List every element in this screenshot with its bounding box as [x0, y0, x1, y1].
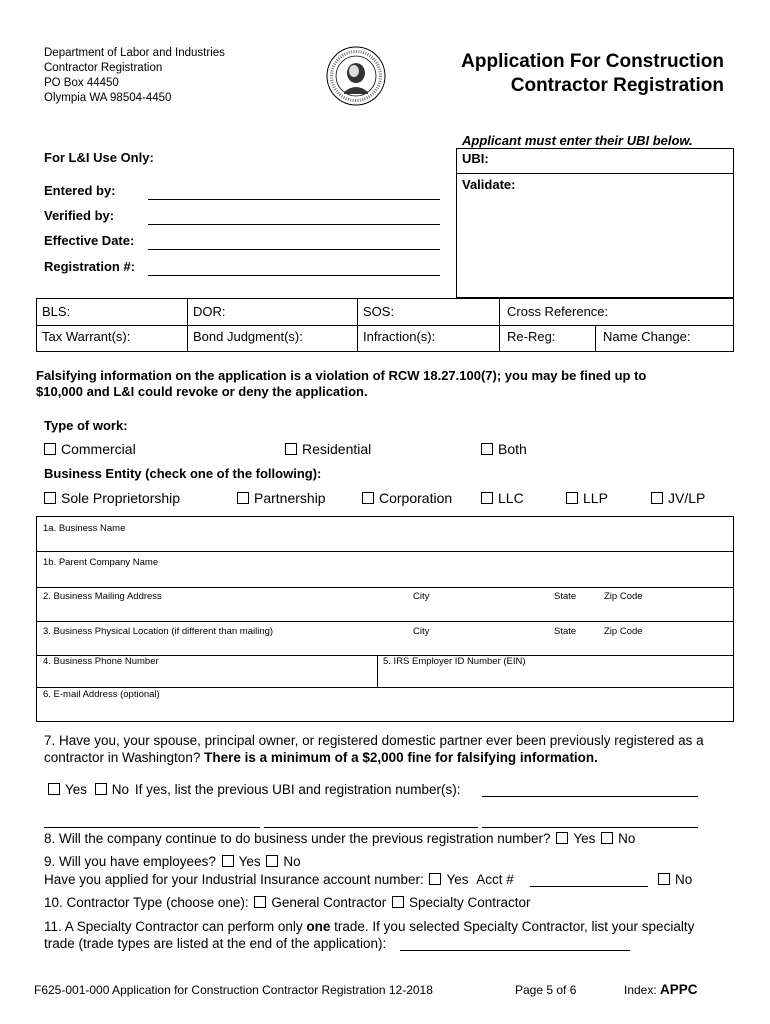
question-7-line1: 7. Have you, your spouse, principal owner, or registered domestic partner ever been previously registered as a	[44, 733, 704, 748]
title-line: Contractor Registration	[510, 75, 724, 96]
physical-zip-field[interactable]: Zip Code	[604, 626, 643, 637]
q9b-no-label: No	[675, 872, 693, 887]
q8-no-label: No	[618, 831, 636, 846]
q9-yes-checkbox[interactable]	[222, 855, 234, 867]
business-info-table	[36, 516, 734, 722]
commercial-option[interactable]	[44, 441, 136, 457]
q8-yes-checkbox[interactable]	[556, 832, 568, 844]
falsifying-warning	[36, 368, 646, 400]
ubi-box	[456, 148, 734, 298]
page-number: Page 5 of 6	[515, 983, 577, 997]
question-9	[44, 854, 301, 869]
q9-no-checkbox[interactable]	[266, 855, 278, 867]
option-label: Corporation	[379, 490, 453, 506]
question-7-answers	[48, 782, 460, 797]
checkbox[interactable]	[44, 443, 56, 455]
q7-fine-warning: There is a minimum of a $2,000 fine for falsifying information.	[204, 750, 598, 765]
address-line: Department of Labor and Industries	[44, 47, 225, 59]
page-title	[461, 50, 724, 98]
effective-date-line[interactable]	[148, 249, 440, 250]
reference-grid	[36, 298, 734, 352]
tax-warrant-label: Tax Warrant(s):	[42, 329, 131, 344]
checkbox[interactable]	[651, 492, 663, 504]
option-label: LLC	[498, 490, 524, 506]
corporation-option[interactable]	[362, 490, 452, 506]
q11-one: one	[306, 919, 331, 934]
state-seal-icon	[326, 46, 386, 106]
bond-judgment-label: Bond Judgment(s):	[193, 329, 303, 344]
effective-date-label: Effective Date:	[44, 233, 135, 248]
option-label: JV/LP	[668, 490, 706, 506]
type-of-work-label: Type of work:	[44, 418, 128, 433]
q9b-no-checkbox[interactable]	[658, 873, 670, 885]
q10-text: 10. Contractor Type (choose one):	[44, 895, 249, 910]
q7-registration-line-1[interactable]	[44, 827, 260, 828]
business-entity-label: Business Entity (check one of the following):	[44, 466, 322, 481]
checkbox[interactable]	[285, 443, 297, 455]
phone-field[interactable]: 4. Business Phone Number	[43, 656, 159, 667]
dor-label: DOR:	[193, 304, 226, 319]
llc-option[interactable]	[481, 490, 524, 506]
q9-yes-label: Yes	[238, 854, 261, 869]
q9b-yes-checkbox[interactable]	[429, 873, 441, 885]
acct-number-line[interactable]	[530, 886, 648, 887]
jv-lp-option[interactable]	[651, 490, 705, 506]
residential-option[interactable]	[285, 441, 371, 457]
acct-label: Acct #	[476, 872, 514, 887]
parent-company-field[interactable]: 1b. Parent Company Name	[43, 557, 159, 568]
ein-field[interactable]: 5. IRS Employer ID Number (EIN)	[383, 656, 526, 667]
q11-text-a: 11. A Specialty Contractor can perform only	[44, 919, 307, 934]
q8-no-checkbox[interactable]	[601, 832, 613, 844]
agency-address	[44, 46, 225, 106]
llp-option[interactable]	[566, 490, 608, 506]
q7-registration-line-3[interactable]	[482, 827, 698, 828]
option-label: Partnership	[254, 490, 326, 506]
verified-by-line[interactable]	[148, 224, 440, 225]
q8-yes-label: Yes	[573, 831, 596, 846]
business-name-field[interactable]: 1a. Business Name	[43, 523, 126, 534]
q11-text-b: trade. If you selected Specialty Contractor, list your specialty	[330, 919, 695, 934]
index-value: APPC	[660, 982, 698, 997]
mailing-zip-field[interactable]: Zip Code	[604, 591, 643, 602]
form-id: F625-001-000 Application for Construction Contractor Registration 12-2018	[34, 983, 433, 997]
office-use-heading: For L&I Use Only:	[44, 150, 154, 165]
general-contractor-label: General Contractor	[271, 895, 387, 910]
partnership-option[interactable]	[237, 490, 326, 506]
warning-line: Falsifying information on the application is a violation of RCW 18.27.100(7); you may be fined up to	[36, 368, 647, 383]
checkbox[interactable]	[362, 492, 374, 504]
mailing-city-field[interactable]: City	[413, 591, 430, 602]
checkbox[interactable]	[481, 443, 493, 455]
q7-ubi-line[interactable]	[482, 796, 698, 797]
option-label: Commercial	[61, 441, 136, 457]
title-line: Application For Construction	[461, 51, 724, 72]
address-line: Contractor Registration	[44, 62, 163, 74]
physical-location-field[interactable]: 3. Business Physical Location (if different than mailing)	[43, 626, 274, 637]
verified-by-label: Verified by:	[44, 208, 115, 223]
q8-text: 8. Will the company continue to do business under the previous registration number?	[44, 831, 551, 846]
question-11-line2: trade (trade types are listed at the end of the application):	[44, 936, 387, 951]
question-11-line1	[44, 919, 694, 934]
warning-line: $10,000 and L&I could revoke or deny the application.	[36, 384, 368, 399]
question-8	[44, 831, 635, 846]
specialty-trade-line[interactable]	[400, 950, 630, 951]
sole-proprietorship-option[interactable]	[44, 490, 180, 506]
address-line: PO Box 44450	[44, 77, 119, 89]
q9-no-label: No	[283, 854, 301, 869]
specialty-contractor-checkbox[interactable]	[392, 896, 404, 908]
mailing-state-field[interactable]: State	[554, 591, 577, 602]
bls-label: BLS:	[42, 304, 71, 319]
mailing-address-field[interactable]: 2. Business Mailing Address	[43, 591, 162, 602]
q7-followup: If yes, list the previous UBI and registration number(s):	[134, 782, 461, 797]
ubi-instruction: Applicant must enter their UBI below.	[462, 133, 693, 148]
re-reg-label: Re-Reg:	[507, 329, 556, 344]
question-10	[44, 895, 531, 910]
specialty-contractor-label: Specialty Contractor	[408, 895, 531, 910]
q7-registration-line-2[interactable]	[264, 827, 478, 828]
ubi-label: UBI:	[462, 151, 489, 166]
entered-by-label: Entered by:	[44, 183, 116, 198]
q9b-text: Have you applied for your Industrial Insurance account number:	[44, 872, 424, 887]
question-7-line2	[44, 750, 598, 765]
q7-no-checkbox[interactable]	[95, 783, 107, 795]
q7-plain: contractor in Washington?	[44, 750, 205, 765]
option-label: Both	[498, 441, 527, 457]
checkbox[interactable]	[566, 492, 578, 504]
registration-number-line[interactable]	[148, 275, 440, 276]
name-change-label: Name Change:	[603, 329, 691, 344]
validate-label: Validate:	[462, 177, 516, 192]
option-label: LLP	[583, 490, 608, 506]
checkbox[interactable]	[481, 492, 493, 504]
entered-by-line[interactable]	[148, 199, 440, 200]
option-label: Sole Proprietorship	[61, 490, 181, 506]
address-line: Olympia WA 98504-4450	[44, 92, 172, 104]
physical-state-field[interactable]: State	[554, 626, 577, 637]
q9b-yes-label: Yes	[446, 872, 469, 887]
checkbox[interactable]	[237, 492, 249, 504]
q7-yes-checkbox[interactable]	[48, 783, 60, 795]
email-field[interactable]: 6. E-mail Address (optional)	[43, 689, 160, 700]
registration-number-label: Registration #:	[44, 259, 136, 274]
cross-reference-label: Cross Reference:	[507, 304, 609, 319]
index	[624, 982, 698, 997]
sos-label: SOS:	[363, 304, 395, 319]
index-label: Index:	[624, 983, 657, 997]
infraction-label: Infraction(s):	[363, 329, 436, 344]
physical-city-field[interactable]: City	[413, 626, 430, 637]
option-label: Residential	[302, 441, 372, 457]
q7-no-label: No	[111, 782, 130, 797]
general-contractor-checkbox[interactable]	[254, 896, 266, 908]
both-option[interactable]	[481, 441, 527, 457]
q7-yes-label: Yes	[65, 782, 88, 797]
q9-text: 9. Will you have employees?	[44, 854, 216, 869]
q9b-no-option	[658, 872, 692, 887]
checkbox[interactable]	[44, 492, 56, 504]
question-9b	[44, 872, 514, 887]
